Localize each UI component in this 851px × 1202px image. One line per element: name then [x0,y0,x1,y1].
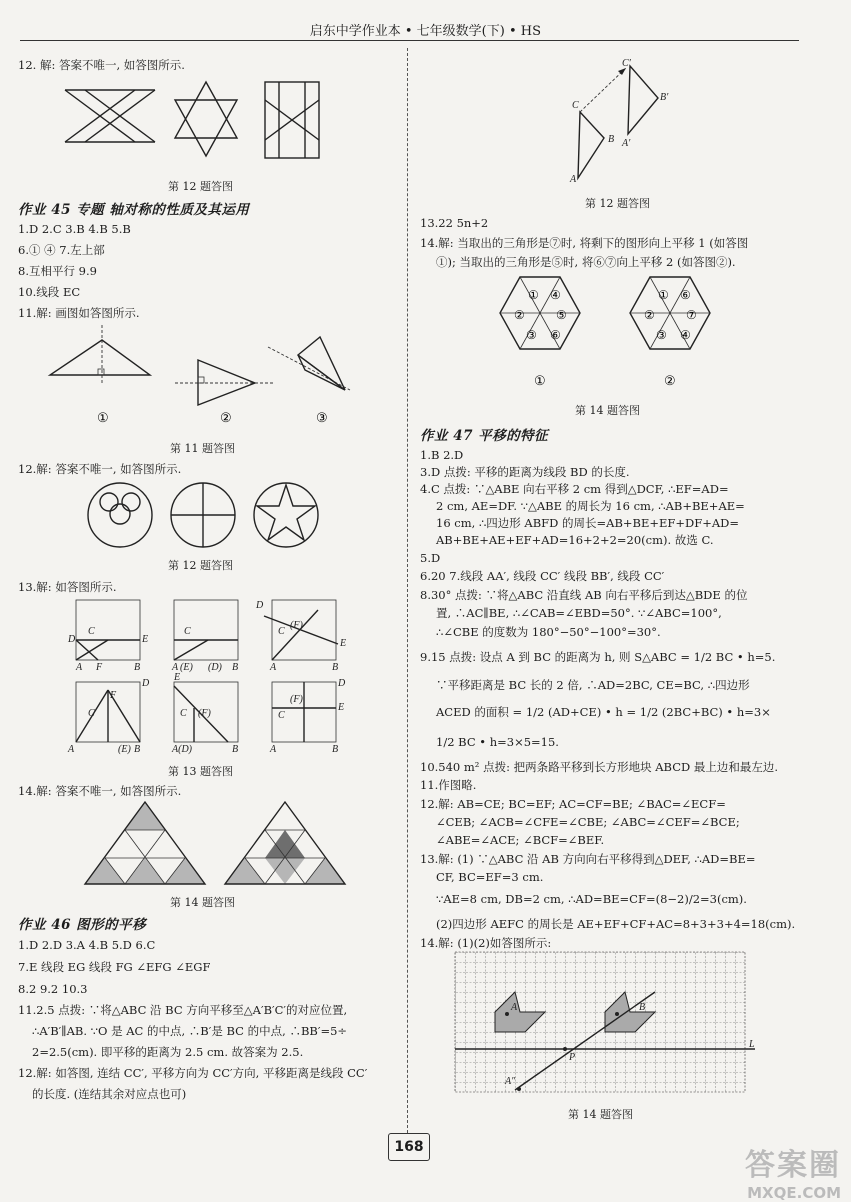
hexagon-1 [500,277,580,389]
grid-4 [67,678,150,755]
column-divider [407,48,409,1133]
svg-text:A: A [270,662,277,673]
left-line: 6.① ④ 7.左上部 [18,243,105,257]
svg-text:B: B [332,662,339,673]
right-line: CF, BC=EF=3 cm. [436,870,544,884]
svg-text:A: A [172,662,179,673]
right-line: 16 cm, ∴四边形 ABFD 的周长=AB+BE+EF+DF+AD= [436,516,740,530]
left-line: 1.D 2.D 3.A 4.B 5.D 6.C [18,938,156,952]
star-of-david-shape [175,82,237,156]
triangle-1 [85,802,205,884]
svg-text:A(D): A(D) [172,744,192,755]
circle-mickey [88,483,152,547]
right-line: 置, ∴AC∥BE, ∴∠CAB=∠EBD=50°. ∵∠ABC=100°, [436,606,722,620]
svg-text:①: ① [528,288,539,302]
grid-1 [67,600,148,673]
svg-text:⑦: ⑦ [686,308,697,322]
hexagon-label: ② [664,374,676,389]
hexagon-2 [630,277,710,389]
svg-text:⑤: ⑤ [556,308,567,322]
svg-text:E: E [142,634,149,645]
watermark-url: MXQE.COM [747,1184,841,1202]
left-line: 8.互相平行 9.9 [18,264,97,278]
svg-text:D: D [256,600,264,611]
left-line: 13.解: 如答图所示. [18,580,117,594]
svg-text:②: ② [514,308,525,322]
left-line: 12.解: 答案不唯一, 如答图所示. [18,462,182,476]
figure-caption: 第 14 题答图 [575,404,640,417]
left-line: 11.2.5 点拨: ∵将△ABC 沿 BC 方向平移至△A′B′C′的对应位置, [18,1003,348,1017]
right-line: 14.解: (1)(2)如答图所示: [420,936,552,950]
grid-5 [171,672,238,755]
figure-13-grids [68,598,348,758]
section-heading-47: 作业 47 平移的特征 [420,428,549,444]
fig11-label: ① [97,411,109,426]
svg-text:④: ④ [550,288,561,302]
figure-caption: 第 12 题答图 [168,559,233,572]
figure-12-translation [560,60,680,185]
fig11-label: ③ [316,411,328,426]
left-line: ∴A′B′∥AB. ∵O 是 AC 的中点, ∴B′是 BC 的中点, ∴BB′=5÷ [32,1024,348,1038]
svg-text:E: E [174,672,181,683]
grid-label: B [639,1002,646,1013]
figure-14-triangles [85,800,345,886]
svg-text:C: C [278,626,285,637]
fig11-arrow-shape [175,360,275,426]
page-number: 168 [388,1133,430,1161]
right-line: 10.540 m² 点拨: 把两条路平移到长方形地块 ABCD 最上边和最左边. [420,760,779,774]
svg-text:A: A [270,744,277,755]
right-line: 1.B 2.D [420,448,464,462]
svg-text:(F): (F) [290,694,303,705]
figure-caption: 第 12 题答图 [168,180,233,193]
right-line: 4.C 点拨: ∵△ABE 向右平移 2 cm 得到△DCF, ∴EF=AD= [420,482,729,496]
left-line: 7.E 线段 EG 线段 FG ∠EFG ∠EGF [18,960,211,974]
svg-text:E: E [340,638,347,649]
watermark-logo: 答案圈 [745,1148,841,1183]
rectangle-cross-shape [265,82,319,158]
svg-text:C: C [180,708,187,719]
svg-text:(F): (F) [290,620,303,631]
right-line: 14.解: 当取出的三角形是⑦时, 将剩下的图形向上平移 1 (如答图 [420,236,749,250]
svg-text:③: ③ [526,328,537,342]
figure-12-shapes [65,80,335,160]
fig11-label: ② [220,411,232,426]
svg-text:D: D [68,634,76,645]
svg-text:②: ② [644,308,655,322]
right-line: 12.解: AB=CE; BC=EF; AC=CF=BE; ∠BAC=∠ECF= [420,797,726,811]
right-line: 1/2 BC • h=3×5=15. [436,735,559,749]
svg-text:A: A [68,744,75,755]
right-line: ∠ABE=∠ACE; ∠BCF=∠BEF. [436,833,605,847]
svg-text:(E): (E) [180,662,193,673]
svg-text:⑥: ⑥ [680,288,691,302]
section-heading-45: 作业 45 专题 轴对称的性质及其运用 [18,202,250,218]
svg-text:B: B [134,662,141,673]
svg-text:B: B [232,744,239,755]
svg-text:F: F [110,690,117,701]
circle-star [254,483,318,547]
fig11-triangle [50,325,150,426]
svg-text:(D): (D) [208,662,222,673]
circle-cross [171,483,235,547]
fig11-flag-shape [268,337,350,426]
right-line: 13.解: (1) ∵△ABC 沿 AB 方向向右平移得到△DEF, ∴AD=BE= [420,852,756,866]
triangle-2 [225,802,345,884]
fig12-label: B′ [660,92,669,103]
watermark [745,1140,841,1202]
hexagon-label: ① [534,374,546,389]
svg-text:C: C [88,626,95,637]
svg-text:A: A [76,662,83,673]
svg-text:④: ④ [680,328,691,342]
svg-text:D: D [142,678,150,689]
svg-text:③: ③ [656,328,667,342]
grid-label: A [511,1002,518,1013]
figure-caption: 第 12 题答图 [585,197,650,210]
right-line: ∠CEB; ∠ACB=∠CFE=∠CBE; ∠ABC=∠CEF=∠BCE; [436,815,740,829]
right-line: 9.15 点拨: 设点 A 到 BC 的距离为 h, 则 S△ABC = 1/2 BC • h=5. [420,650,776,664]
left-line: 12.解: 如答图, 连结 CC′, 平移方向为 CC′方向, 平移距离是线段 CC′ [18,1066,368,1080]
right-line: ACED 的面积 = 1/2 (AD+CE) • h = 1/2 (2BC+BC) • h=3× [436,705,771,719]
right-line: ①); 当取出的三角形是⑤时, 将⑥⑦向上平移 2 (如答图②). [436,255,736,269]
left-line: 12. 解: 答案不唯一, 如答图所示. [18,58,185,72]
right-line: ∴∠CBE 的度数为 180°−50°−100°=30°. [436,625,661,639]
right-line: 2 cm, AE=DF. ∵△ABE 的周长为 16 cm, ∴AB+BE+AE= [436,499,745,513]
figure-caption: 第 14 题答图 [170,896,235,909]
left-line: 2=2.5(cm). 即平移的距离为 2.5 cm. 故答案为 2.5. [32,1045,304,1059]
svg-text:⑥: ⑥ [550,328,561,342]
right-line: 8.30° 点拨: ∵将△ABC 沿直线 AB 向右平移后到达△BDE 的位 [420,588,748,602]
right-line: 3.D 点拨: 平移的距离为线段 BD 的长度. [420,465,630,479]
figure-14-grid-translation [455,952,765,1097]
svg-text:B: B [332,744,339,755]
fig12-label: A [570,174,577,185]
grid-label: L [749,1039,755,1050]
figure-11-symmetry [40,325,380,430]
left-line: 11.解: 画图如答图所示. [18,306,140,320]
right-line: ∵平移距离是 BC 长的 2 倍, ∴AD=2BC, CE=BC, ∴四边形 [436,678,750,692]
left-line: 10.线段 EC [18,285,81,299]
right-line: 6.20 7.线段 AA′, 线段 CC′ 线段 BB′, 线段 CC′ [420,569,665,583]
right-line: ∵AE=8 cm, DB=2 cm, ∴AD=BE=CF=(8−2)/2=3(cm). [436,892,747,906]
right-line: (2)四边形 AEFC 的周长是 AE+EF+CF+AC=8+3+3+4=18(cm). [436,917,796,931]
svg-text:(F): (F) [198,708,211,719]
page-header [0,18,851,42]
grid-3 [255,600,346,673]
fig12-label: C′ [622,58,631,69]
figure-caption: 第 14 题答图 [568,1108,633,1121]
grid-label: A″ [505,1076,516,1087]
svg-text:B: B [134,744,141,755]
right-line: AB+BE+AE+EF+AD=16+2+2=20(cm). 故选 C. [436,533,714,547]
left-line: 的长度. (连结其余对应点也可) [32,1087,187,1101]
hourglass-shape [65,90,155,142]
left-line: 14.解: 答案不唯一, 如答图所示. [18,784,182,798]
svg-text:C: C [278,710,285,721]
svg-text:B: B [232,662,239,673]
header-title: 启东中学作业本 • 七年级数学(下) • HS [309,24,541,39]
figure-14-hexagons [500,273,720,393]
header-rule [20,40,799,41]
fig12-label: C [572,100,579,111]
figure-caption: 第 13 题答图 [168,765,233,778]
right-line: 11.作图略. [420,778,477,792]
fig12-label: A′ [622,138,631,149]
svg-text:(E): (E) [118,744,131,755]
section-heading-46: 作业 46 图形的平移 [18,917,147,933]
svg-text:F: F [96,662,103,673]
right-line: 5.D [420,551,441,565]
figure-caption: 第 11 题答图 [170,442,235,455]
svg-text:①: ① [658,288,669,302]
grid-label: P [569,1052,576,1063]
figure-12-circles [85,480,335,550]
svg-text:E: E [338,702,345,713]
right-line: 13.22 5n+2 [420,216,489,230]
left-line: 1.D 2.C 3.B 4.B 5.B [18,222,131,236]
svg-text:D: D [338,678,346,689]
fig12-label: B [608,134,615,145]
svg-text:C: C [88,708,95,719]
left-line: 8.2 9.2 10.3 [18,982,88,996]
grid-2 [171,600,238,673]
grid-6 [269,678,346,755]
svg-text:C: C [184,626,191,637]
